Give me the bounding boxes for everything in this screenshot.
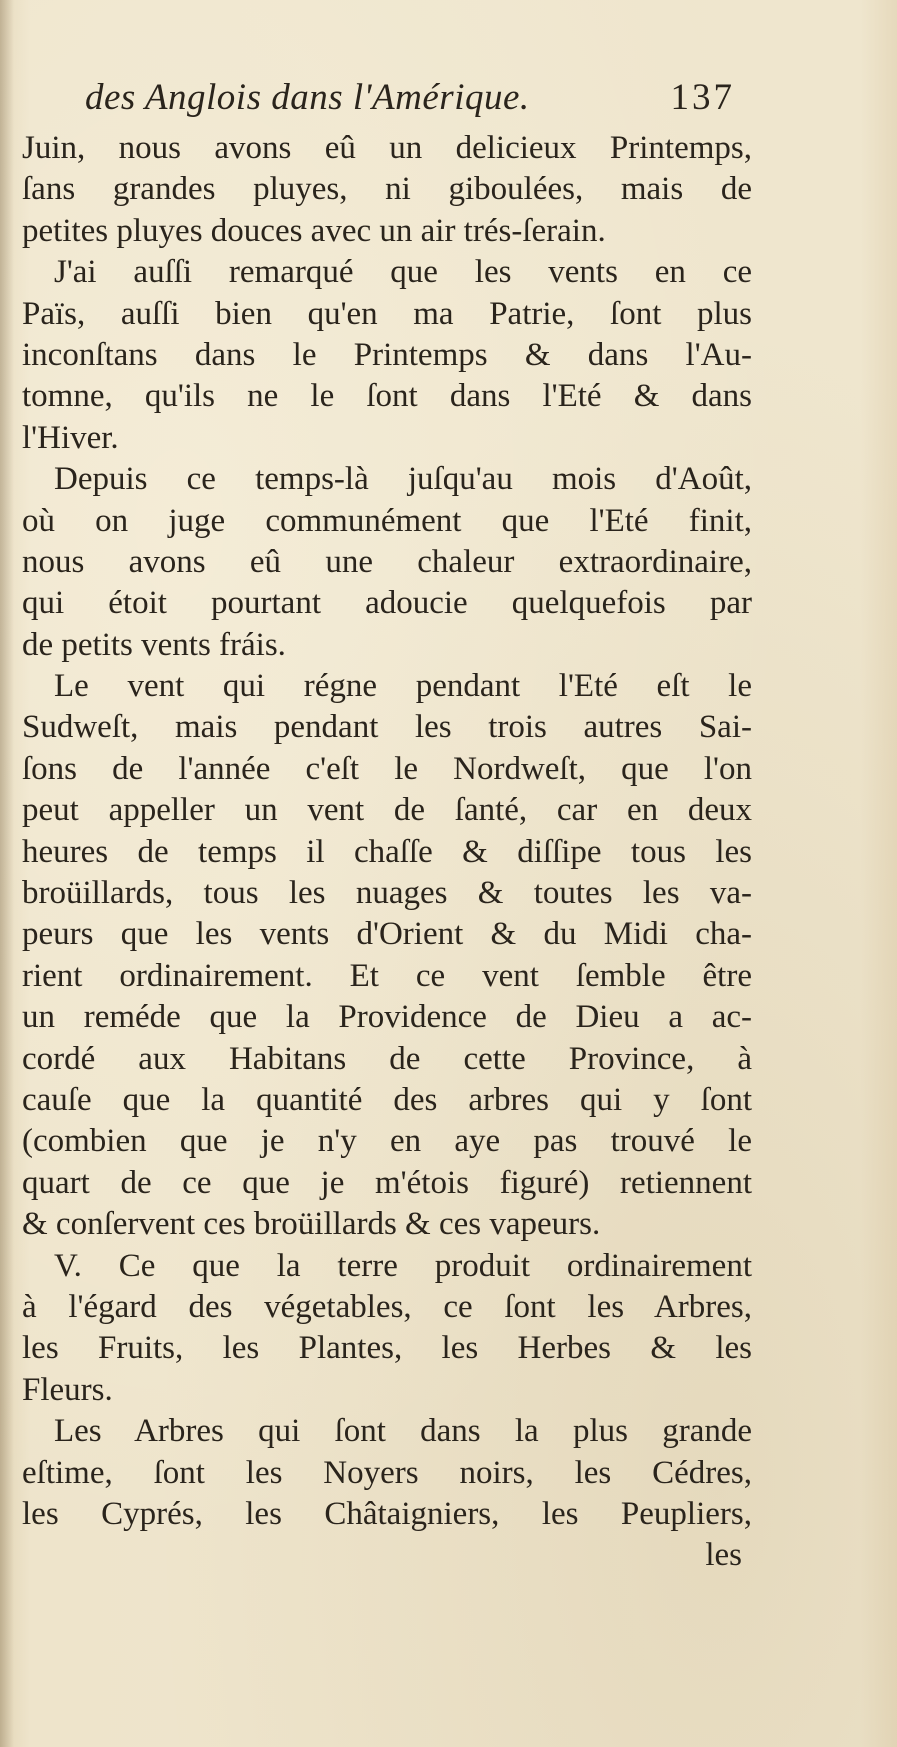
- text-line: Païs, auſſi bien qu'en ma Patrie, ſont plus: [22, 295, 752, 332]
- catchword: les: [705, 1537, 742, 1574]
- text-line: (combien que je n'y en aye pas trouvé le: [22, 1123, 752, 1160]
- text-line: cauſe que la quantité des arbres qui y ſont: [22, 1081, 752, 1118]
- running-title: des Anglois dans l'Amérique.: [85, 77, 530, 118]
- text-line: nous avons eû une chaleur extraordinaire,: [22, 543, 752, 580]
- text-line: rient ordinairement. Et ce vent ſemble être: [22, 957, 752, 994]
- body-text: [22, 128, 752, 1577]
- text-line: V. Ce que la terre produit ordinairement: [54, 1247, 752, 1284]
- text-line: les Cyprés, les Châtaigniers, les Peupliers,: [22, 1495, 752, 1532]
- text-line: heures de temps il chaſſe & diſſipe tous les: [22, 833, 752, 870]
- text-line: Juin, nous avons eû un delicieux Printemps,: [22, 130, 752, 166]
- gutter-shadow: [0, 0, 14, 1747]
- text-line: petites pluyes douces avec un air trés-ſerain.: [22, 212, 606, 249]
- text-line: qui étoit pourtant adoucie quelquefois par: [22, 585, 752, 622]
- text-line: peurs que les vents d'Orient & du Midi cha-: [22, 916, 752, 953]
- text-line: Fleurs.: [22, 1371, 113, 1408]
- page-number: 137: [670, 77, 735, 118]
- text-line: broüillards, tous les nuages & toutes les va-: [22, 875, 752, 912]
- text-line: de petits vents fráis.: [22, 626, 286, 663]
- text-line: un reméde que la Providence de Dieu a ac-: [22, 999, 752, 1036]
- text-line: inconſtans dans le Printemps & dans l'Au-: [22, 336, 752, 373]
- text-line: ſans grandes pluyes, ni giboulées, mais de: [22, 171, 752, 208]
- text-line: & conſervent ces broüillards & ces vapeurs.: [22, 1206, 601, 1243]
- text-line: eſtime, ſont les Noyers noirs, les Cédres,: [22, 1454, 752, 1491]
- page-header: [85, 76, 735, 126]
- text-line: Les Arbres qui ſont dans la plus grande: [54, 1413, 752, 1450]
- text-line: Le vent qui régne pendant l'Eté eſt le: [54, 668, 752, 705]
- text-line: ſons de l'année c'eſt le Nordweſt, que l'on: [22, 750, 752, 787]
- text-line: Depuis ce temps-là juſqu'au mois d'Août,: [54, 461, 752, 498]
- text-line: J'ai auſſi remarqué que les vents en ce: [54, 254, 752, 291]
- text-line: Sudweſt, mais pendant les trois autres Sai-: [22, 709, 752, 746]
- text-line: l'Hiver.: [22, 419, 119, 456]
- text-line: à l'égard des végetables, ce ſont les Arbres,: [22, 1288, 752, 1325]
- text-line: peut appeller un vent de ſanté, car en deux: [22, 792, 752, 829]
- text-line: tomne, qu'ils ne le ſont dans l'Eté & dans: [22, 378, 752, 415]
- text-line: quart de ce que je m'étois figuré) retiennent: [22, 1164, 752, 1201]
- text-line: cordé aux Habitans de cette Province, à: [22, 1040, 752, 1077]
- text-line: les Fruits, les Plantes, les Herbes & les: [22, 1330, 752, 1367]
- text-line: où on juge communément que l'Eté finit,: [22, 502, 752, 539]
